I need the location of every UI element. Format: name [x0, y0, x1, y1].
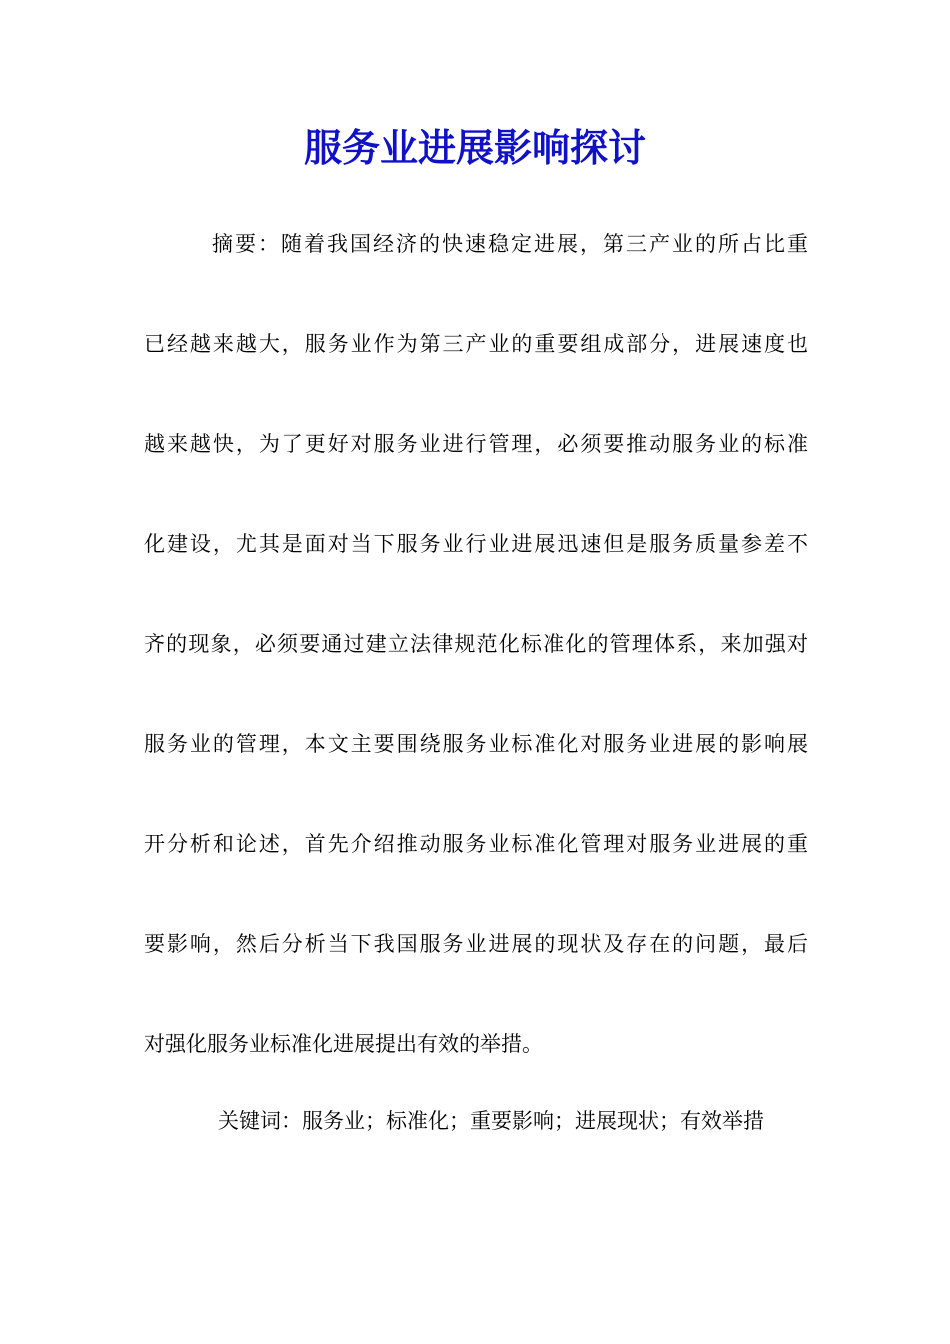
abstract-line: 对强化服务业标准化进展提出有效的举措。 — [144, 1032, 543, 1056]
abstract-line: 齐的现象，必须要通过建立法律规范化标准化的管理体系，来加强对 — [144, 632, 808, 656]
abstract-line: 已经越来越大，服务业作为第三产业的重要组成部分，进展速度也 — [144, 332, 808, 356]
keywords-line: 关键词：服务业；标准化；重要影响；进展现状；有效举措 — [218, 1109, 764, 1133]
abstract-line: 开分析和论述，首先介绍推动服务业标准化管理对服务业进展的重 — [144, 832, 808, 856]
abstract-paragraph — [144, 220, 808, 1120]
abstract-line: 越来越快，为了更好对服务业进行管理，必须要推动服务业的标准 — [144, 432, 808, 456]
abstract-line: 摘要：随着我国经济的快速稳定进展，第三产业的所占比重 — [212, 232, 808, 256]
abstract-line: 服务业的管理，本文主要围绕服务业标准化对服务业进展的影响展 — [144, 732, 808, 756]
document-title: 服务业进展影响探讨 — [303, 125, 646, 170]
abstract-line: 化建设，尤其是面对当下服务业行业进展迅速但是服务质量参差不 — [144, 532, 808, 556]
abstract-line: 要影响，然后分析当下我国服务业进展的现状及存在的问题，最后 — [144, 932, 808, 956]
